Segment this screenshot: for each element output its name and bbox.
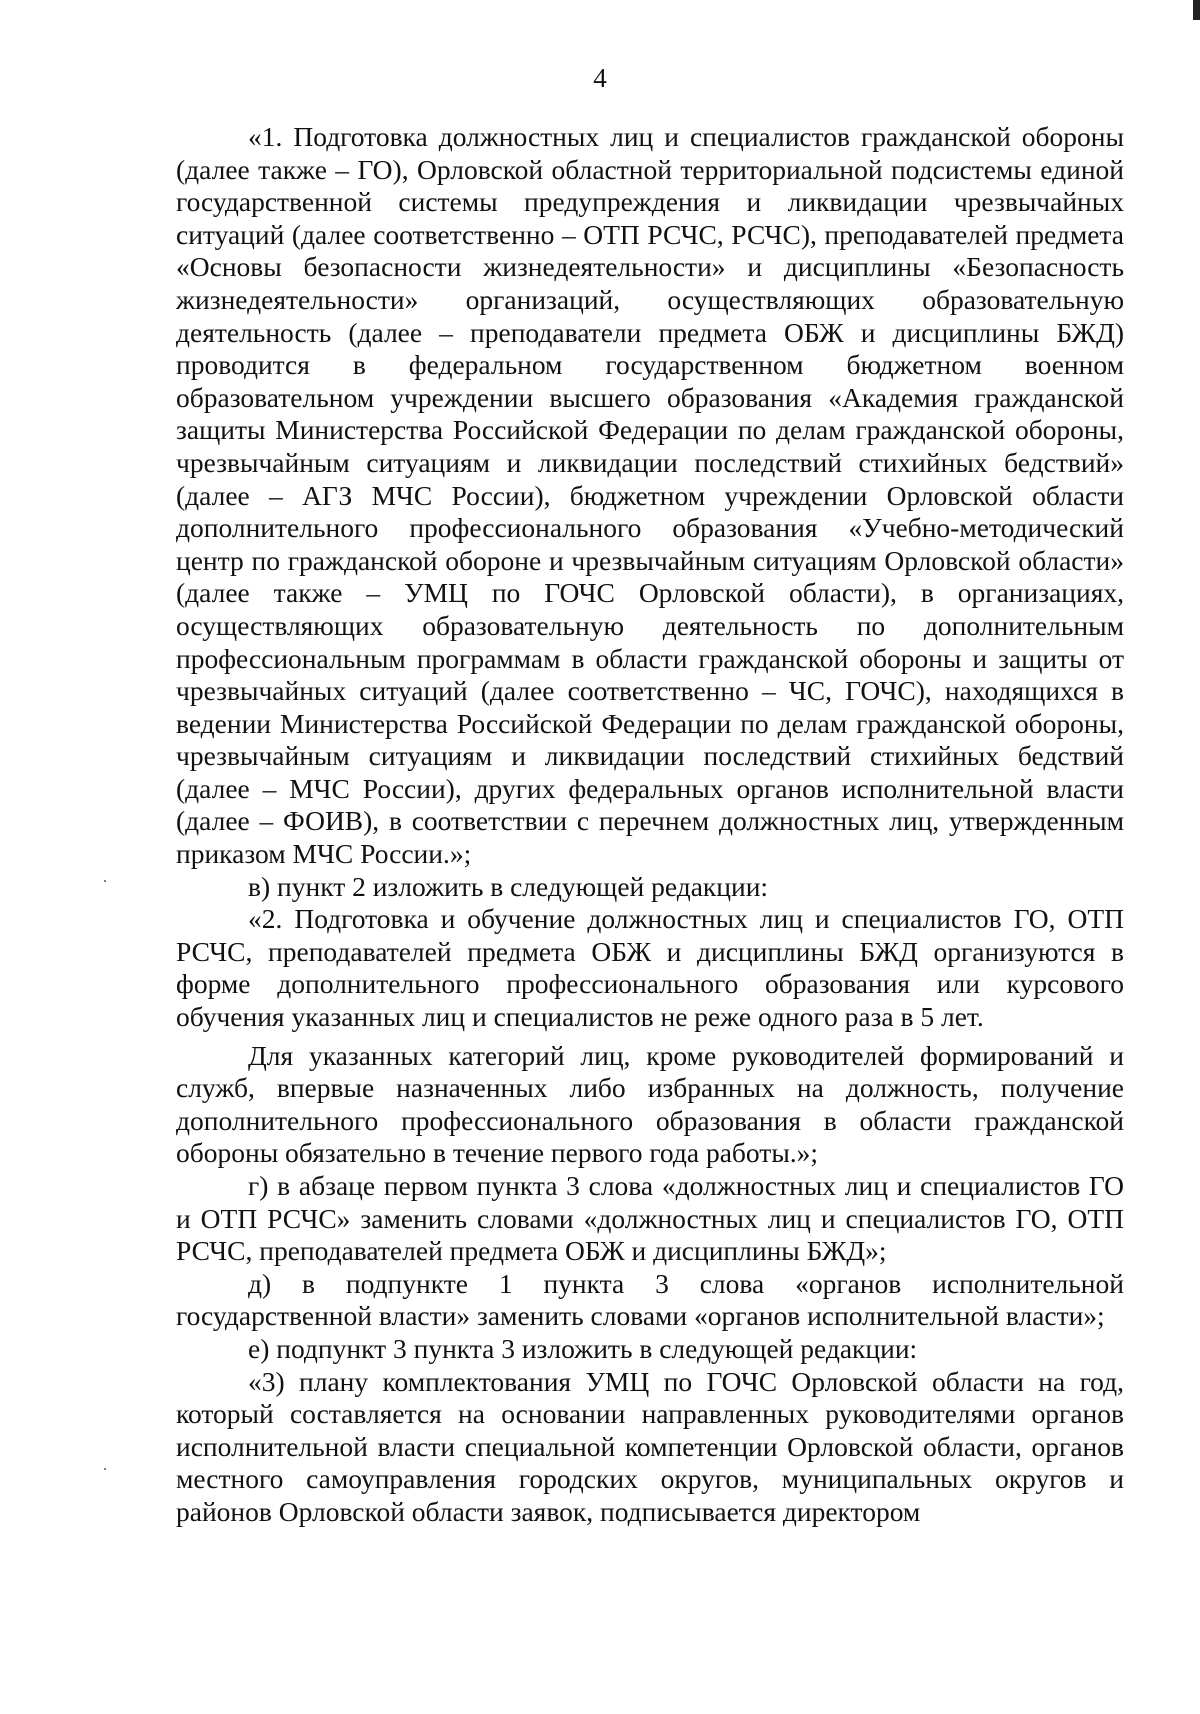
paragraph-subitem-3: «3) плану комплектования УМЦ по ГОЧС Орловской области на год, который составляется на основании направленных руководителями органов исполнительной власти специальной компетенции Орловской области, органов местного самоуправления городских округов, муниципальных округов и районов Орловской области заявок, подписывается директором bbox=[176, 1365, 1124, 1527]
paragraph-amendment-v: в) пункт 2 изложить в следующей редакции: bbox=[248, 870, 769, 902]
paragraph-categories: Для указанных категорий лиц, кроме руководителей формирований и служб, впервые назначенных либо избранных на должность, получение дополнительного профессионального образования в области гражданской обороны обязательно в течение первого года работы.»; bbox=[176, 1039, 1124, 1169]
scan-speck bbox=[104, 880, 106, 882]
paragraph-item-1-training: «1. Подготовка должностных лиц и специалистов гражданской обороны (далее также – ГО), Орловской областной территориальной подсистемы единой государственной системы предупреждения и ликвидации чрезвычайных ситуаций (далее соответственно – ОТП РСЧС, РСЧС), преподавателей предмета «Основы безопасности жизнедеятельности» и дисциплины «Безопасность жизнедеятельности» организаций, осуществляющих образовательную деятельность (далее – преподаватели предмета ОБЖ и дисциплины БЖД) проводится в федеральном государственном бюджетном военном образовательном учреждении высшего образования «Академия гражданской защиты Министерства Российской Федерации по делам гражданской обороны, чрезвычайным ситуациям и ликвидации последствий стихийных бедствий» (далее – АГЗ МЧС России), бюджетном учреждении Орловской области дополнительного профессионального образования «Учебно-методический центр по гражданской обороне и чрезвычайным ситуациям Орловской области» (далее также – УМЦ по ГОЧС Орловской области), в организациях, осуществляющих образовательную деятельность по дополнительным профессиональным программам в области гражданской обороны и защиты от чрезвычайных ситуаций (далее соответственно – ЧС, ГОЧС), находящихся в ведении Министерства Российской Федерации по делам гражданской обороны, чрезвычайным ситуациям и ликвидации последствий стихийных бедствий (далее – МЧС России), других федеральных органов исполнительной власти (далее – ФОИВ), в соответствии с перечнем должностных лиц, утвержденным приказом МЧС России.»; bbox=[176, 121, 1124, 870]
scan-speck bbox=[104, 1468, 106, 1470]
paragraph-item-2-training: «2. Подготовка и обучение должностных лиц и специалистов ГО, ОТП РСЧС, преподавателей предмета ОБЖ и дисциплины БЖД организуются в форме дополнительного профессионального образования или курсового обучения указанных лиц и специалистов не реже одного раза в 5 лет. bbox=[176, 903, 1124, 1033]
document-body bbox=[176, 121, 1124, 1529]
page-number: 4 bbox=[593, 63, 607, 93]
scan-edge-mark bbox=[1193, 0, 1200, 20]
paragraph-amendment-d: д) в подпункте 1 пункта 3 слова «органов исполнительной государственной власти» заменить словами «органов исполнительной власти»; bbox=[176, 1267, 1124, 1332]
paragraph-amendment-e: е) подпункт 3 пункта 3 изложить в следующей редакции: bbox=[248, 1332, 918, 1364]
paragraph-amendment-g: г) в абзаце первом пункта 3 слова «должностных лиц и специалистов ГО и ОТП РСЧС» заменить словами «должностных лиц и специалистов ГО, ОТП РСЧС, преподавателей предмета ОБЖ и дисциплины БЖД»; bbox=[176, 1170, 1124, 1267]
